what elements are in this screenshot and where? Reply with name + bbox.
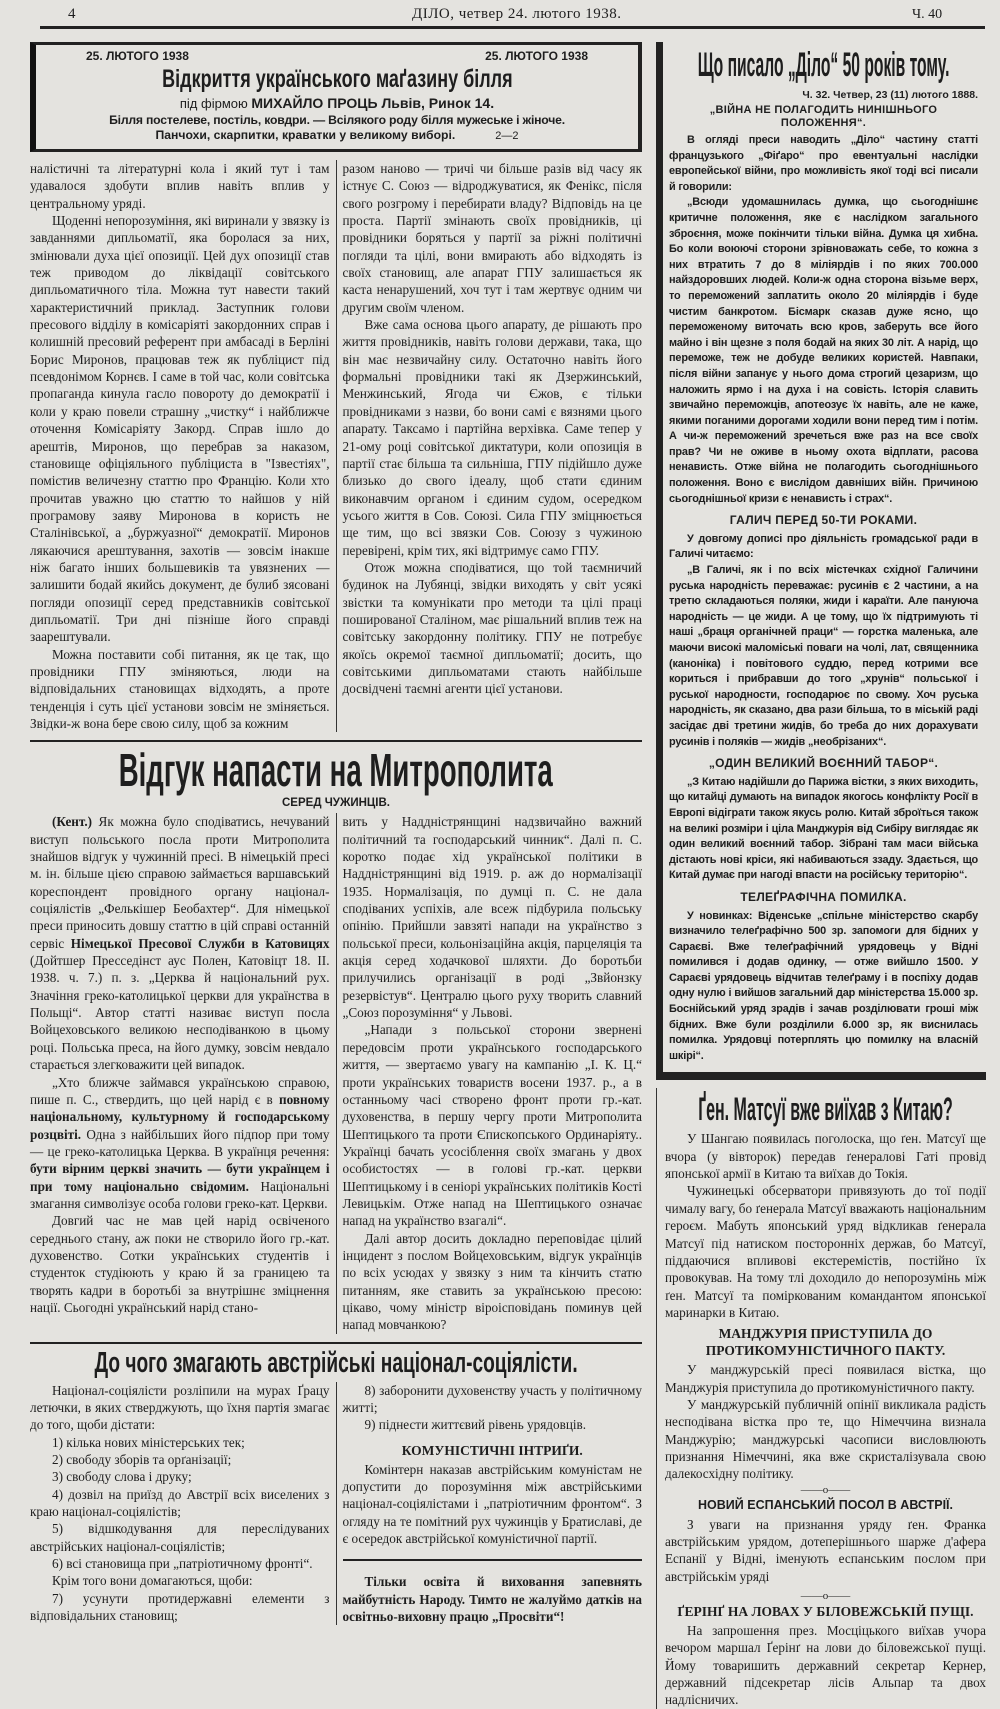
ad-box: [30, 42, 642, 152]
section-heading: КОМУНІСТИЧНІ ІНТРИҐИ.: [401, 1442, 583, 1458]
paragraph: Крім того вони домагаються, щоби:: [52, 1573, 253, 1589]
paragraph: вить у Наддністрянщині надзвичайно важний політичний та господарський чинник“. Далі п. С. коротко подає хід української політики в Наддністрянщині від 1919. р. аж до нормалізації 1935. Нормалізація, по думці п. С. не дала сподіваних успіхів, але всеж підбурила польську опінію. Прийшли завзяті напади на українство з польської преси, кольонізаційна акція, парцеляція та акція серед ходачкової шляхти. До боротьби прилучились організації в роді „Звйонзку резервістув“. Централю цього руху творить славний „Союз порозуміння“ у Львові.: [342, 814, 642, 1021]
paragraph: [30, 1074, 330, 1213]
sidebar-issue-line: Ч. 32. Четвер, 23 (11) лютого 1888.: [802, 89, 978, 101]
divider-ornament: ——o——: [800, 1483, 851, 1496]
paragraph: [30, 813, 330, 1073]
text-run: Як можна було сподіватись, нечуваний виступ польського посла проти Митрополита знайшов відгук у чужинній пресі. В німецькій пресі м. ін. більше цією справою займається варшавський кореспондент провідного органу націонал-соціялістів „Фелькішер Беобахтер“. Для німецької преси приносить довшу статтю в цій справі останній сервіс: [30, 814, 330, 951]
article-subtitle: СЕРЕД ЧУЖИНЦІВ.: [282, 797, 390, 810]
paragraph: На запрошення през. Мосціцького виїхав учора вечором маршал Ґерінґ на лови до біловежської пущі. Йому товаришить державний секретар Кернер, державний підсекретар лісів Альпар та двох надлісничих.: [665, 1623, 986, 1708]
top-article-col1: [30, 160, 330, 732]
list-item: 7) усунути протидержавні елементи з відповідальних становищ;: [30, 1590, 330, 1624]
section-heading: „ВІЙНА НЕ ПОЛАГОДИТЬ НИНІШНЬОГО ПОЛОЖЕННЯ“.: [709, 104, 938, 129]
right-region: [656, 42, 986, 1709]
article-title: Відгук напасти на Митрополита: [118, 744, 554, 797]
paragraph: У новинках: Віденське „спільне міністерство скарбу визначило телеґрафічно 500 зр. запомоги для бідних у Сараєві. Вже телеґрафічний урядовець у Відні помилився і додав одинку, — отже вийшло 1500. У Сараєві урядовець відчитав телеґраму і в поспіху додав одну нулю і вийшов загальний дар міністерства 15.000 зр. Боснійський уряд зрадів і зачав розділювати гроші між бідних. Вже були розділили 6.000 зр, як виснилась помилка. Урядовці потерплять цю помилку на власній шкірі“.: [669, 909, 978, 1062]
masthead: ДІЛО, четвер 24. лютого 1938.: [412, 6, 622, 22]
left-region: [30, 42, 642, 1625]
paragraph: Націонал-соціялісти розліпили на мурах Ґрацу летючки, в яких стверджують, що їхня партія змагає до того, щоби дістати:: [30, 1382, 330, 1433]
ad-date-left: 25. ЛЮТОГО 1938: [86, 49, 189, 63]
austria-col1: [30, 1382, 330, 1626]
paragraph: Комінтерн наказав австрійським комуністам не допустити до порозуміння між австрійськими націонал-соціялістами і „патріотичним фронтом“. З огляду на те помітний рух чужинців у Братиславі, де є осередок австрійської комуністичної партії.: [342, 1461, 642, 1547]
right-news-col: [665, 1130, 986, 1708]
list-item: 1) кілька нових міністерських тек;: [52, 1434, 245, 1450]
paragraph: Довгий час не мав цей нарід освіченого середнього стану, аж поки не створило його гр.-кат. духовенство. Сотки українських студентів і студенток студіюють у краю й за границею та творять кадри в боротьбі за внутрішнє зміцнення нації. Сьогодні український нарід стано-: [30, 1213, 330, 1315]
section-heading: МАНДЖУРІЯ ПРИСТУПИЛА ДО ПРОТИКОМУНІСТИЧНОГО ПАКТУ.: [705, 1326, 946, 1359]
page-number: 4: [68, 6, 76, 22]
paragraph: Вже сама основа цього апарату, де рішають про життя провідників, навіть голови держави, така, що він має незвичайну силу. Остаточно навіть його формальні провідники такі як Дзержинський, Менжинський, Ягода чи Єжов, є тільки провідниками з назви, бо вони самі є вязнями цього апарату. Таксамо і партійна верхівка. Саме тепер у 21-ому році совітської диктатури, коли опозиція в партії стає більша та сильніша, ГПУ підійшло дуже близько до свого ідеалу, щоб стати єдиним виконавчим органом і єдиним судом, осередком усього життя в Сов. Союзі. Сила ГПУ зміцнюється ще тим, що всі звязки Сов. Союзу з чужиною перевірені, крім тих, які відтримує само ГПУ.: [342, 317, 642, 558]
paragraph: „В Галичі, як і по всіх містечках східної Галичини руська народність переважає: русинів є 2 частини, а на третю складаються поляки, жиди і караїти. Але пануюча народність — це жиди. А це тому, що їх підтримують ті наші „браця органічней праци“ — горстка маленька, але маючи високі маломіські поваги на чолі, лат, священника (каноніка) і повітового суддю, перед котрими все кориться і прибравши до того „хрунів“ польської і руської народности, господарює по свому. Хоч руська народність, як сказано, два рази більша, то в міській раді засідає дві третини жидів, бо треба до них дорахувати русинів і поляків — жидів „необрізаних“.: [669, 564, 978, 748]
paragraph: У манджурській пресі появилася вістка, що Манджурія приступила до протикомуністичного пакту.: [665, 1362, 986, 1395]
ad-code: 2—2: [495, 130, 519, 142]
section-heading: ҐЕРІНҐ НА ЛОВАХ У БІЛОВЕЖСЬКІЙ ПУЩІ.: [677, 1604, 974, 1619]
paragraph: Далі автор досить докладно переповідає цілий інцидент з послом Войцеховським, відгук українців по всіх усюдах у звязку з ним та кінчить статю питанням, яке ставить за українською пресою: цікаво, чому міністр віроісповідань поминув цей напад мовчанкою?: [342, 1230, 642, 1333]
metropolitan-col2: [336, 813, 643, 1333]
divider-ornament: ——o——: [800, 1590, 851, 1602]
paragraph: З уваги на признання уряду ґен. Франка австрійським урядом, дотеперішнього шарже д'афера Еспанії у Відні, іменують еспанським послом при австрійськім уряді: [665, 1516, 986, 1584]
ad-line-1: Білля постелеве, постіль, ковдри. — Всілякого роду білля мужеське і жіноче.: [109, 113, 565, 127]
paragraph: У Шангаю появилась поголоска, що ґен. Матсуї ще вчора (у вівторок) передав ґенералові Гаті провід японської армії в Китаю та виїхав до Токія.: [665, 1131, 986, 1182]
text-run: (Дойтшер Пресседінст аус Полен, Катовіцт 18. II. 1938. ч. 7.) п. з. „Церква й національний рух. Значіння греко-католицької церкви для українства в Польщі“. Автор статті називає виступ посла Войцеховського великою несподіванкою в цьому році. Польська преса, на його думку, зовсім невдало старається злегковажити цей випадок.: [30, 953, 330, 1073]
paragraph: налістичні та літературні кола і який тут і там удавалося здобути вплив навіть вплив у центральному уряді.: [30, 161, 330, 211]
text-run: „Хто ближче займався українською справою, пише п. С., ствердить, що цей нарід є в: [30, 1074, 330, 1107]
text-run: Німецької Пресової Служби в Катовицях: [70, 935, 330, 951]
article-title: Ґен. Матсуї вже виїхав з Китаю?: [698, 1091, 953, 1128]
text-run: бути вірним церкві значить — бути українцем і при тому національно свідомим.: [30, 1161, 330, 1194]
header-rule: [40, 26, 985, 29]
paragraph: „Всюди удомашнилась думка, що сьогоднішнє критичне положення, яке є наслідком загального зброєння, може покінчити тільки війна. Думка ця хибна. Бо коли воюючі сторони зрівноважать себе, то кожна з них втратить 7 до 8 міліярдів і по яких 700.000 найздоровших людей. Коли-ж одна сторона візьме верх, то переможений заплатить около 20 міліярдів і буде чистим банкротом. Бісмарк сказав дуже ясно, що переможеному виточать всю кров, заберуть все його майно і він щезне з поля бодай на яких 30 літ. А нарід, що переможе, теж не добуде великих користей. Навпаки, після війни запанує у нього дома строгий цезаризм, що наложить ярмо і на духа і на совість. Історія славить звичайно переможців, апотеозує їх навіть, але не каже, якими поганими дорогами ходили вони перед тим і потім. А чи-ж переможений зречеться вже раз на все своїх прав? Чи не оживе в ньому охота відплати, расова ненависть. Отже війна не полагодить сьогоднішнього положення. Воно є вислідом давніших війн. Причиною сьогоднішньої кризи є ненависть і страх“.: [669, 196, 978, 505]
prosvita-appeal: Тільки освіта й виховання запевнять майбутність Народу. Тимто не жалуймо датків на освітньо-виховну працю „Просвіти“!: [342, 1574, 642, 1625]
agency-tag: (Кент.): [52, 814, 93, 830]
paragraph: Отож можна сподіватися, що той таємничий будинок на Лубянці, звідки виходять у світ усякі звістки та комунікати про методи та цілі праці пошированої Сталіном, має рішальний вплив теж на совітську закордонну політику. ГПУ не потребує якоїсь окремої таємної дипльоматії; досить, що совітськими дипльоматами стають найбільше досвідчені таємні агенти цієї установи.: [342, 559, 642, 697]
paragraph: „Напади з польської сторони звернені передовсім проти українського господарського життя, — звертаємо увагу на кампанію „І. К. Ц.“ проти українських товариств восени 1937. р., а в останньому часі створено фронт проти гр.-кат. духовенства, в першу чергу проти Митрополита Шептицького та проти Єпископського Ординаріяту.. Українці бачать усосіблення своїх змагань у двох особистостях — в голові гр.-кат. церкви Шептицькому і в сеніорі українських політиків Кості Левицькім. Отже напад на Шептицького означає напад на українство взагалі“.: [342, 1022, 643, 1229]
text-run: Національні змагання символізує особа голови греко-кат. Церкви.: [30, 1178, 330, 1211]
sidebar-title: Що писало „Діло“ 50 років тому.: [697, 46, 950, 84]
top-article-col2: [336, 160, 643, 732]
ad-line-2: Панчохи, скарпитки, краватки у великому виборі.: [155, 128, 456, 142]
list-item: 2) свободу зборів та орґанізації;: [52, 1452, 232, 1468]
paragraph: У довгому дописі про діяльність громадської ради в Галичі читаємо:: [669, 532, 978, 561]
list-item: 9) піднести життєвий рівень урядовців.: [364, 1417, 587, 1433]
ad-firm: МИХАЙЛО ПРОЦЬ Львів, Ринок 14.: [251, 95, 495, 111]
ad-title: Відкриття українського маґазину білля: [161, 65, 513, 93]
text-run: Одна з найбільших його підпор при тому — це греко-католицька Церква. В українця речення:: [30, 1126, 330, 1159]
paragraph: разом наново — тричі чи більше разів від часу як істнує С. Союз — відроджуватися, як Фенікс, після свого розгрому і перебирати владу? Відповідь на це проста. Партії змінають своїх провідників, ці провідники боряться у партії за ріжні політичні погляди та цілі, вони вмирають або відходять із своїх становищ, але апарат ГПУ залишається як каста ненарушений, хоч тут і там жертвує одним чи другим своїм членом.: [342, 161, 642, 315]
paragraph: Щоденні непорозуміння, які виринали у звязку із завданнями дипльоматії, яка боролася за них, змінювали духа цієї опозиції. Цей дух опозиції став теж приводом до ліквідації совітського дипльоматичного тіла. Можна тут навести такий характеристичний приклад. Заступник голови пресового відділу в комісаріяті закордонних справ і колишній пресовий референт при амбасаді в Берліні Борис Миронов, працював теж як публіцист під псевдонімом Корнєв. І саме в той час, коли совітська пропаганда кинула гасло повороту до демократії і коли у краю повели страшну „чистку“ і найближче оточення Комісаріяту Закорд. Справ ішло до арештів, Миронов, що перебрав за наказом, становище офіціяльного публіциста в "Ізвестіях", помістив величезну статтю про Францію. Коли хто прочитав уважно цю статтю то найшов у ній програмову заяву Миронова в користь не Сталінівської, а „буржуазної“ демократії. Миронов лякаючися арештування, захотів — зовсім інакше ніж багато інших большевиків та увязнених — залишити бодай якийсь документ, де булиб зясовані погляди опозиції серед представників совітської дипльоматії. Три дні пізніше його справді заарештували.: [30, 213, 330, 645]
text-run: повному національному, культурному й господарському розцвіті.: [30, 1091, 330, 1142]
sidebar-body: [669, 104, 978, 1064]
section-heading: НОВИЙ ЕСПАНСЬКИЙ ПОСОЛ В АВСТРІЇ.: [698, 1497, 953, 1512]
article-title: До чого змагають австрійські націонал-соціялісти.: [94, 1346, 578, 1379]
section-heading: ТЕЛЕҐРАФІЧНА ПОМИЛКА.: [740, 889, 907, 904]
austria-col2: [336, 1382, 643, 1626]
sidebar-box: [656, 42, 986, 1080]
ad-firm-prefix: під фірмою: [179, 96, 248, 111]
list-item: 4) дозвіл на приїзд до Австрії всіх виселених з краю націонал-соціялістів;: [30, 1486, 330, 1520]
metropolitan-col1: [30, 813, 330, 1333]
section-rule: [30, 740, 642, 742]
section-heading: „ОДИН ВЕЛИКИЙ ВОЄННИЙ ТАБОР“.: [708, 756, 939, 771]
right-news: [656, 1088, 986, 1708]
paragraph: Чужинецькі обсерватори привязують до тої події чималу вагу, бо ґенерала Матсуї вважають національним героєм. Мабуть японський уряд відкликав ґенерала Матсуї під натиском посторонніх держав, бо Матсуї, піддаючися впливові екстеремістів, постійно їх провокував. На тому тлі доходило до непорозумінь між ґен. Матсуї та поміркованим командантом японської маринарки в Китаю.: [665, 1183, 986, 1320]
paragraph: „З Китаю надійшли до Парижа вістки, з яких виходить, що китайці думають на випадок якогось конфлікту Росії в Европі відіграти також якусь ролю. Китай зброїться також на великі розміри і ціла Манджурія від Сибіру виглядає як один великий воєнний табор. Зібрані там маси війська дістають нові кріси, які набиваються ззаду. Здається, що Китай думає при нагоді впасти на російську територію“.: [669, 775, 978, 882]
ad-date-right: 25. ЛЮТОГО 1938: [485, 49, 588, 63]
list-item: 8) заборонити духовенству участь у політичному житті;: [342, 1382, 642, 1415]
paragraph: У манджурській публичній опінії викликала радість несподівана вістка про те, що Німеччина визнала Манджурію; манджурські часописи висловлюють признання Німеччині, яка вже скристалізувала свою далекосхідну політику.: [665, 1396, 986, 1482]
paragraph: Можна поставити собі питання, як це так, що провідники ГПУ зміняються, люди на відповідальних становищах відходять, а проте тенденція і суть цієї установи зовсім не зміняється. Звідки-ж вона бере свою силу, щоб за кожним: [30, 646, 330, 731]
separator-rule: [343, 1559, 643, 1561]
list-item: 6) всі становища при „патріотичному фронті“.: [52, 1556, 313, 1572]
paragraph: В огляді преси наводить „Діло“ частину статті французького „Фіґаро“ про евентуальні наслідки европейської війни, про можливість якої тоді всі писали й говорили:: [669, 134, 978, 193]
issue-number: Ч. 40: [912, 7, 943, 22]
list-item: 3) свободу слова і друку;: [52, 1469, 192, 1485]
list-item: 5) відшкодування для переслідуваних австрійських націонал-соціялістів;: [30, 1521, 330, 1554]
section-heading: ГАЛИЧ ПЕРЕД 50-ТИ РОКАМИ.: [729, 513, 918, 528]
